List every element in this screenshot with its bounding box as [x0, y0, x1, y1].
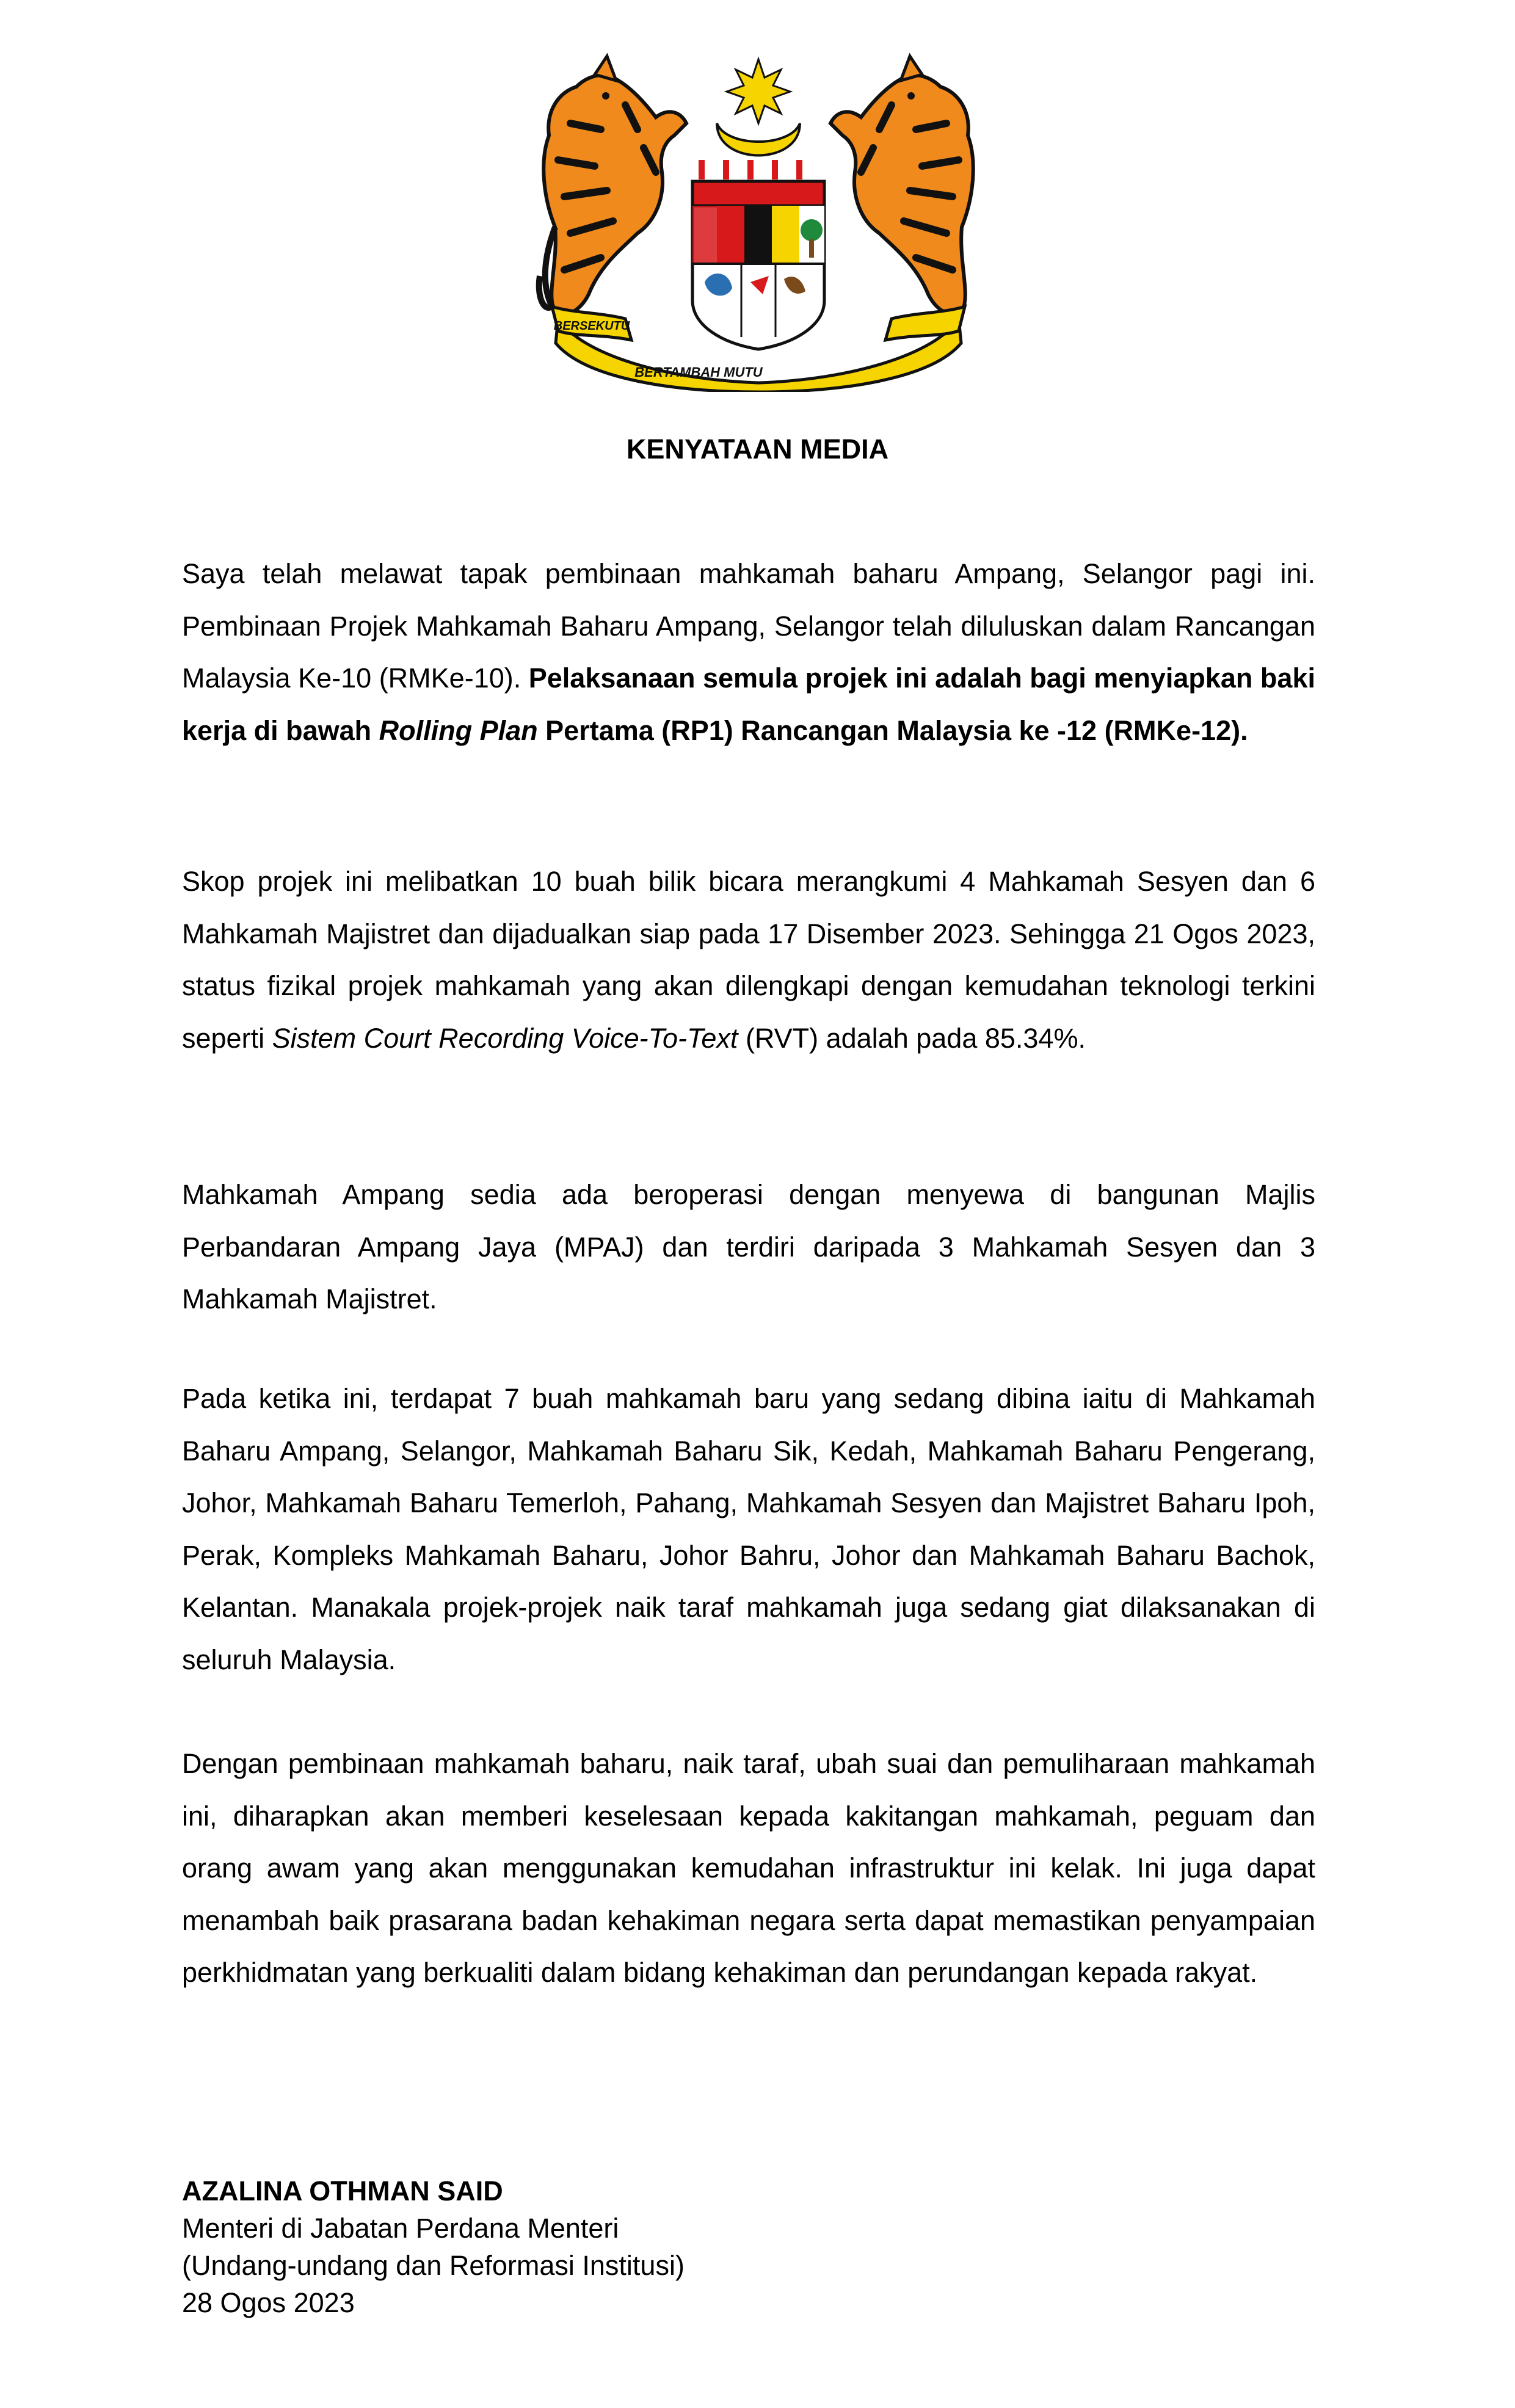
- signatory-portfolio: (Undang-undang dan Reformasi Institusi): [182, 2250, 685, 2281]
- statement-date: 28 Ogos 2023: [182, 2287, 355, 2318]
- p1-bold-italic-text: Rolling Plan: [379, 714, 538, 746]
- signatory-name: AZALINA OTHMAN SAID: [182, 2175, 503, 2207]
- paragraph-3: Mahkamah Ampang sedia ada beroperasi dengan menyewa di bangunan Majlis Perbandaran Ampang Jaya (MPAJ) dan terdiri daripada 3 Mahkamah Sesyen dan 3 Mahkamah Majistret.: [182, 1179, 1315, 1315]
- right-tiger: [830, 56, 973, 314]
- shield: [692, 160, 824, 349]
- p1-bold-text-a: Pelaksanaan semula projek ini adalah bagi menyiapkan baki kerja di bawah: [182, 662, 1315, 746]
- motto-left-text: BERSEKUTU: [553, 319, 630, 333]
- motto-bottom-text: BERTAMBAH MUTU: [634, 364, 763, 380]
- p2-text-a: Skop projek ini melibatkan 10 buah bilik bicara merangkumi 4 Mahkamah Sesyen dan 6 Mahkamah Majistret dan dijadualkan siap pada 17 Disember 2023. Sehingga 21 Ogos 2023, status fizikal projek mahkamah yang akan dilengkapi dengan kemudahan teknologi terkini seperti: [182, 866, 1315, 1054]
- paragraph-2: [182, 855, 1315, 1064]
- paragraph-1: [182, 548, 1315, 756]
- p1-sentence-1: Saya telah melawat tapak pembinaan mahkamah baharu Ampang, Selangor pagi ini. Pembinaan Projek Mahkamah Baharu Ampang, Selangor telah diluluskan dalam Rancangan Malaysia Ke-10 (RMKe-10).: [182, 558, 1315, 694]
- signature-block: [182, 2172, 1098, 2321]
- p2-italic-text: Sistem Court Recording Voice-To-Text: [272, 1022, 738, 1054]
- document-heading: KENYATAAN MEDIA: [626, 433, 889, 465]
- paragraph-5: Dengan pembinaan mahkamah baharu, naik taraf, ubah suai dan pemuliharaan mahkamah ini, diharapkan akan memberi keselesaan kepada kakitangan mahkamah, peguam dan orang awam yang akan menggunakan kemudahan infrastruktur ini kelak. Ini juga dapat menambah baik prasarana badan kehakiman negara serta dapat memastikan penyampaian perkhidmatan yang berkualiti dalam bidang kehakiman dan perundangan kepada rakyat.: [182, 1748, 1315, 1988]
- crescent-star: [717, 59, 800, 156]
- coat-of-arms-logo: [534, 50, 983, 392]
- signatory-title: Menteri di Jabatan Perdana Menteri: [182, 2213, 619, 2244]
- p2-text-b: (RVT) adalah pada 85.34%.: [745, 1022, 1086, 1054]
- left-tiger: [539, 56, 686, 314]
- p1-bold-text-b: Pertama (RP1) Rancangan Malaysia ke -12 (RMKe-12).: [545, 714, 1248, 746]
- paragraph-4: Pada ketika ini, terdapat 7 buah mahkamah baru yang sedang dibina iaitu di Mahkamah Baharu Ampang, Selangor, Mahkamah Baharu Sik, Kedah, Mahkamah Baharu Pengerang, Johor, Mahkamah Baharu Temerloh, Pahang, Mahkamah Sesyen dan Majistret Baharu Ipoh, Perak, Kompleks Mahkamah Baharu, Johor Bahru, Johor dan Mahkamah Baharu Bachok, Kelantan. Manakala projek-projek naik taraf mahkamah juga sedang giat dilaksanakan di seluruh Malaysia.: [182, 1383, 1315, 1675]
